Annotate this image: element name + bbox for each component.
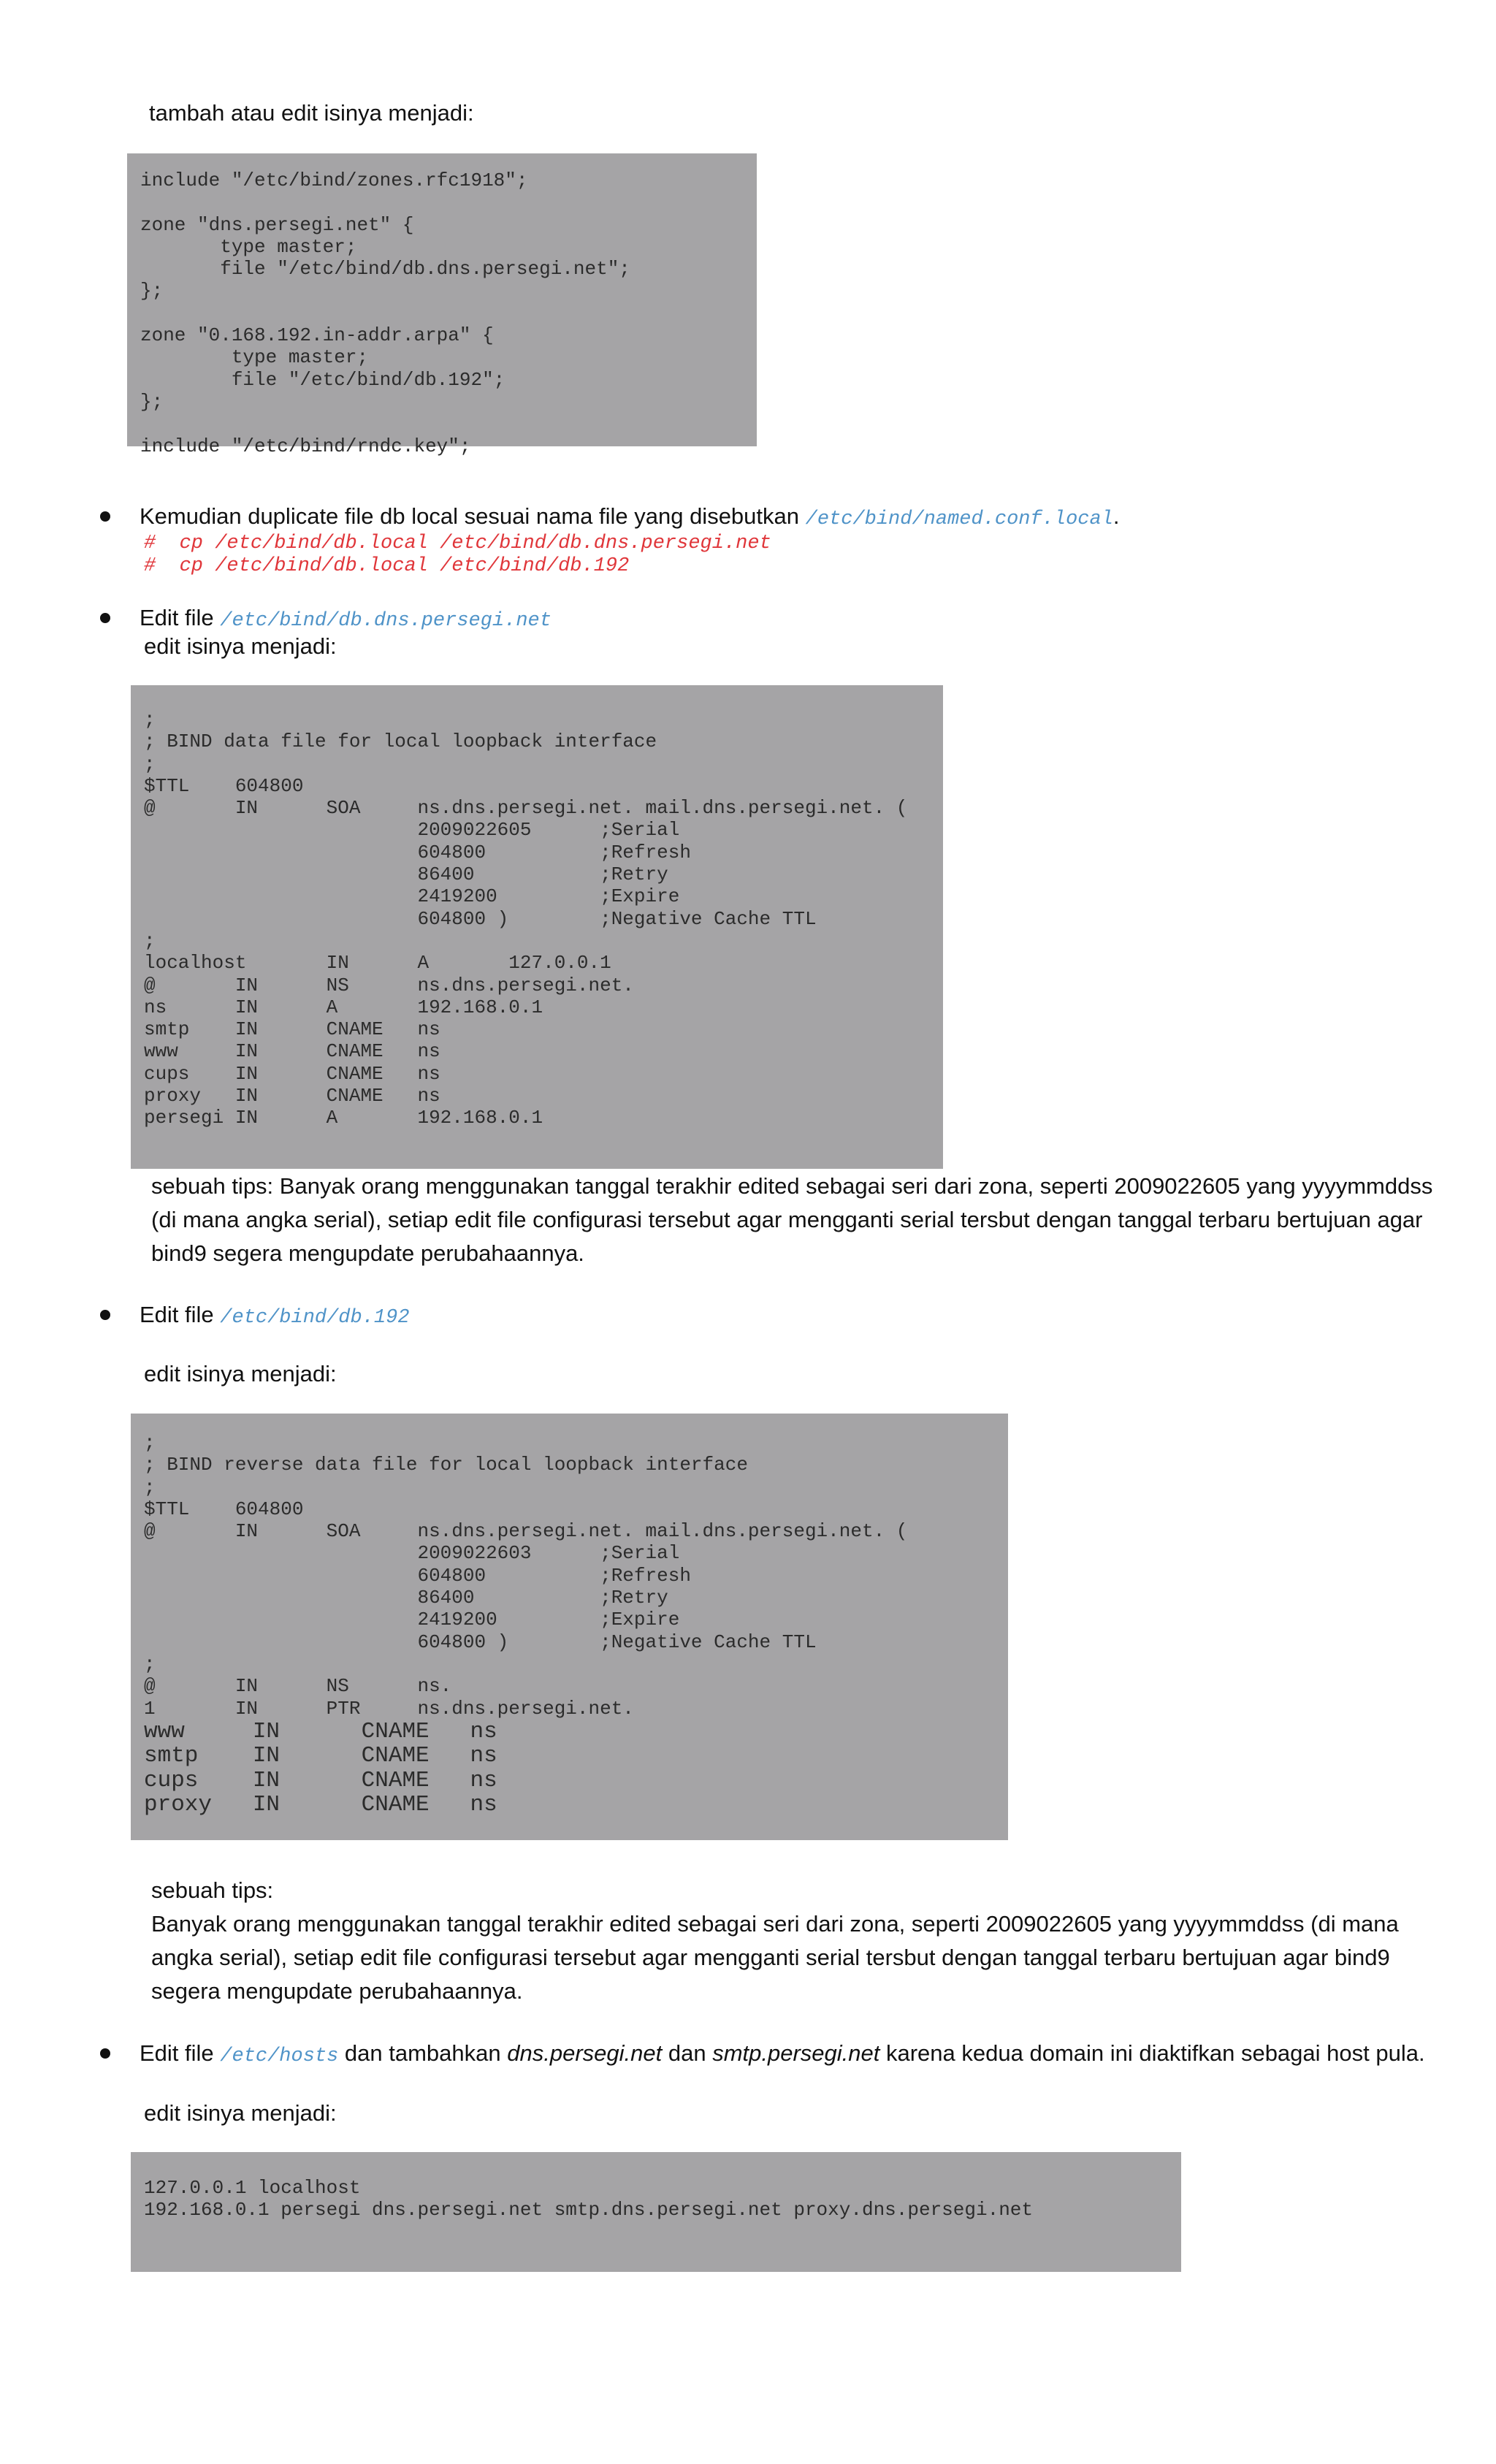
punctuation: .	[1113, 503, 1120, 529]
intro-text-4: edit isinya menjadi:	[144, 2100, 337, 2126]
domain-name: dns.persegi.net	[507, 2040, 663, 2066]
file-path: /etc/bind/db.192	[220, 1307, 410, 1329]
file-path: /etc/hosts	[220, 2045, 339, 2067]
step-text: Edit file	[140, 2040, 221, 2066]
bullet	[100, 2048, 110, 2059]
step-duplicate-text	[140, 500, 1120, 536]
code-block-db-dns: ; ; BIND data file for local loopback interface ; $TTL 604800 @ IN SOA ns.dns.persegi.net. mail.dns.persegi.net. ( 2009022605 ;Serial 604800 ;Refresh 86400 ;Retry 2419200 ;Expire 604800 ) ;Negative Cache TTL ; localhost IN A 127.0.0.1 @ IN NS ns.dns.persegi.net. ns IN A 192.168.0.1 smtp IN CNAME ns www IN CNAME ns cups IN CNAME ns proxy IN CNAME ns persegi IN A 192.168.0.1	[131, 685, 943, 1169]
code-lines: ; ; BIND reverse data file for local loopback interface ; $TTL 604800 @ IN SOA ns.dns.persegi.net. mail.dns.persegi.net. ( 2009022603 ;Serial 604800 ;Refresh 86400 ;Retry 2419200 ;Expire 604800 ) ;Negative Cache TTL ; @ IN NS ns. 1 IN PTR ns.dns.persegi.net.	[144, 1432, 908, 1720]
command-line-2: # cp /etc/bind/db.local /etc/bind/db.192	[144, 555, 630, 577]
step-text: dan tambahkan	[338, 2040, 508, 2066]
code-lines-cname: www IN CNAME ns smtp IN CNAME ns cups IN CNAME ns proxy IN CNAME ns	[144, 1718, 497, 1818]
file-path: /etc/bind/db.dns.persegi.net	[220, 610, 552, 632]
intro-text-2: edit isinya menjadi:	[144, 633, 337, 659]
tips-paragraph-1: sebuah tips: Banyak orang menggunakan tanggal terakhir edited sebagai seri dari zona, seperti 2009022605 yang yyyymmddss (di mana angka serial), setiap edit file configurasi tersebut agar mengganti serial tersbut dengan tanggal terbaru bertujuan agar bind9 segera mengupdate perubahaannya.	[151, 1173, 1433, 1266]
step-text: Edit file	[140, 605, 221, 630]
step-text: Kemudian duplicate file db local sesuai nama file yang disebutkan	[140, 503, 806, 529]
step-text: Edit file	[140, 1302, 221, 1327]
intro-text-3: edit isinya menjadi:	[144, 1361, 337, 1387]
code-block-named-conf: include "/etc/bind/zones.rfc1918"; zone "dns.persegi.net" { type master; file "/etc/bind/db.dns.persegi.net"; }; zone "0.168.192.in-addr.arpa" { type master; file "/etc/bind/db.192"; }; include "/etc/bind/rndc.key";	[127, 153, 757, 446]
step-text: dan	[662, 2040, 713, 2066]
bullet	[100, 613, 110, 623]
code-block-hosts: 127.0.0.1 localhost 192.168.0.1 persegi dns.persegi.net smtp.dns.persegi.net proxy.dns.persegi.net	[131, 2152, 1181, 2272]
tips-label: sebuah tips:	[151, 1877, 274, 1903]
step-edit-hosts	[140, 2037, 1425, 2073]
intro-text-1: tambah atau edit isinya menjadi:	[149, 100, 474, 126]
bullet	[100, 1310, 110, 1320]
command-line-1: # cp /etc/bind/db.local /etc/bind/db.dns.persegi.net	[144, 533, 771, 554]
domain-name: smtp.persegi.net	[712, 2040, 880, 2066]
code-block-db-192	[131, 1414, 1008, 1840]
bullet	[100, 511, 110, 522]
tips-paragraph-2: Banyak orang menggunakan tanggal terakhir edited sebagai seri dari zona, seperti 2009022605 yang yyyymmddss (di mana angka serial), setiap edit file configurasi tersebut agar mengganti serial tersbut dengan tanggal terbaru bertujuan agar bind9 segera mengupdate perubahaannya.	[151, 1911, 1399, 2004]
step-text: karena kedua domain ini diaktifkan sebagai host pula.	[879, 2040, 1425, 2066]
file-path: /etc/bind/named.conf.local	[805, 508, 1113, 530]
step-edit-db-192	[140, 1298, 410, 1335]
